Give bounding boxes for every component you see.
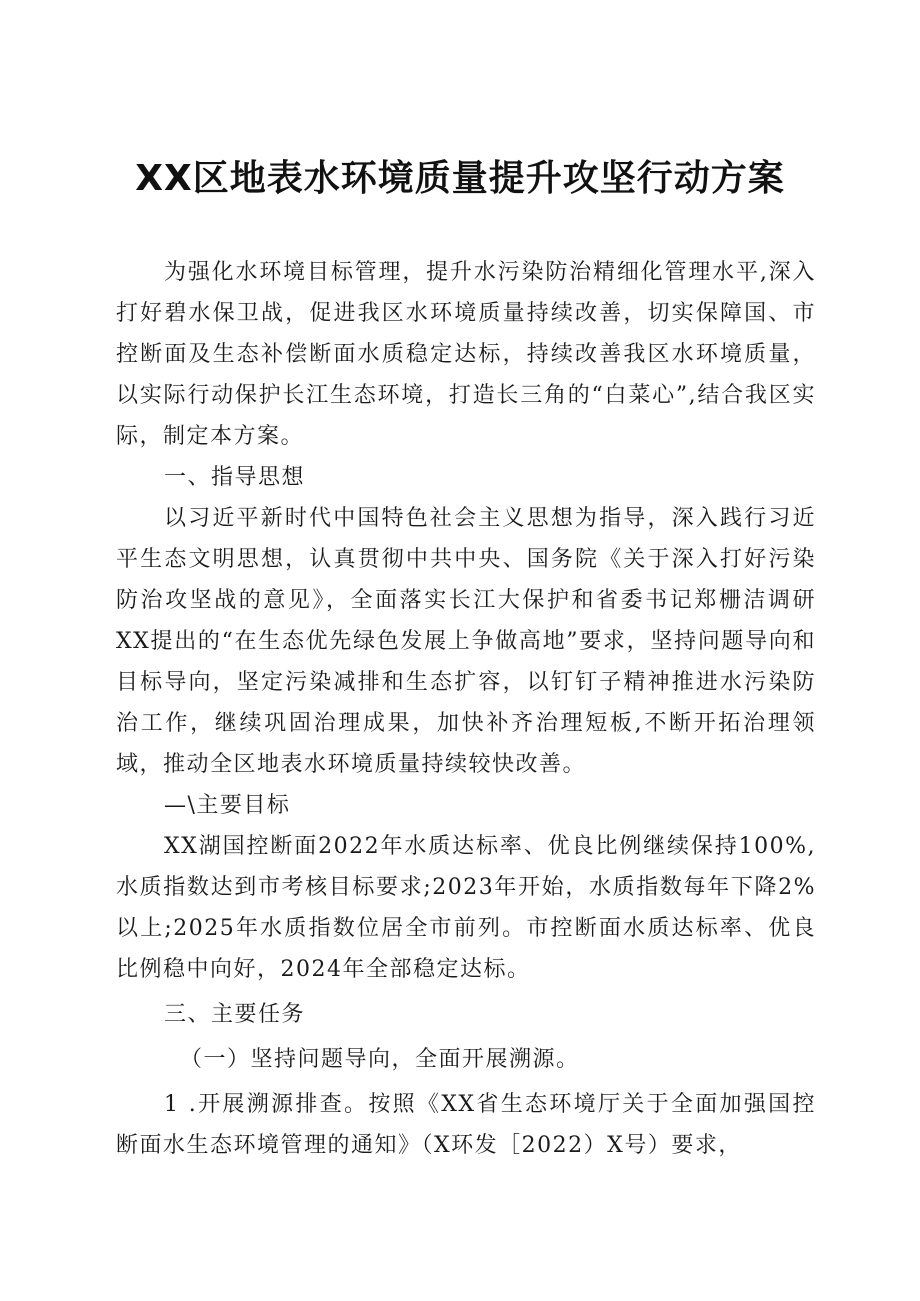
intro-paragraph: 为强化水环境目标管理，提升水污染防治精细化管理水平,深入打好碧水保卫战，促进我区水环境质量持续改善，切实保障国、市控断面及生态补偿断面水质稳定达标，持续改善我区水环境质量，以实际行动保护长江生态环境，打造长三角的“白菜心”,结合我区实际，制定本方案。 <box>116 260 816 449</box>
guiding-ideology-paragraph: 以习近平新时代中国特色社会主义思想为指导，深入践行习近平生态文明思想，认真贯彻中共中央、国务院《关于深入打好污染防治攻坚战的意见》，全面落实长江大保护和省委书记郑栅洁调研XX提出的“在生态优先绿色发展上争做高地”要求，坚持问题导向和目标导向，坚定污染减排和生态扩容，以钉钉子精神推进水污染防治工作，继续巩固治理成果，加快补齐治理短板,不断开拓治理领域，推动全区地表水环境质量持续较快改善。 <box>116 506 816 777</box>
section-heading-main-tasks: 三、主要任务 <box>164 1002 306 1027</box>
task-item-1: 1 .开展溯源排查。按照《XX省生态环境厅关于全面加强国控断面水生态环境管理的通知》（X环发［2022）X号）要求， <box>116 1092 816 1158</box>
section-heading-main-goals: —\主要目标 <box>164 793 291 818</box>
document-body <box>116 252 816 1166</box>
document-title: XX区地表水环境质量提升攻坚行动方案 <box>135 158 785 199</box>
sub-heading-problem-oriented: （一）坚持问题导向，全面开展溯源。 <box>180 1047 580 1072</box>
main-goals-paragraph: XX湖国控断面2022年水质达标率、优良比例继续保持100%,水质指数达到市考核目标要求;2023年开始，水质指数每年下降2%以上;2025年水质指数位居全市前列。市控断面水质达标率、优良比例稳中向好，2024年全部稳定达标。 <box>116 834 816 982</box>
section-heading-guiding-ideology: 一、指导思想 <box>164 465 306 490</box>
